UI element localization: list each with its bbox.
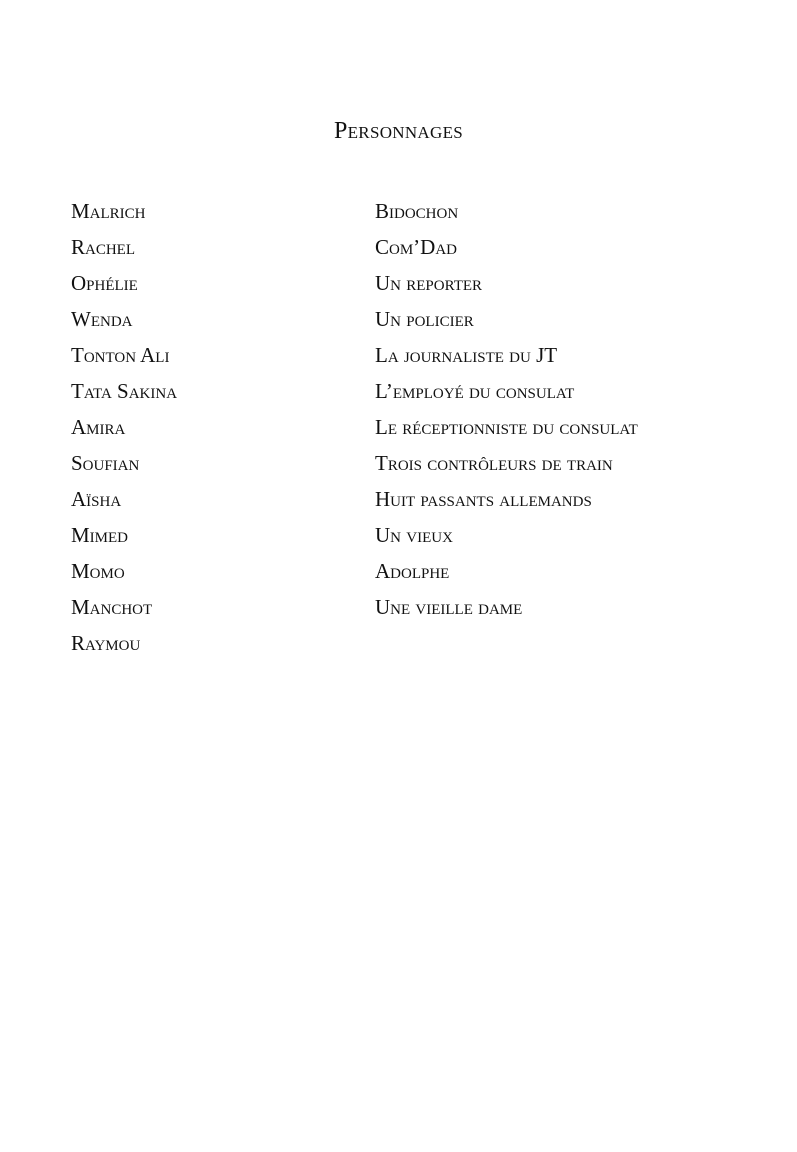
character-name: Le réceptionniste du consulat bbox=[375, 415, 638, 439]
page-title: Personnages bbox=[333, 118, 464, 144]
character-name: Mimed bbox=[71, 523, 128, 547]
character-name: Amira bbox=[71, 415, 126, 439]
character-name: Trois contrôleurs de train bbox=[375, 451, 613, 475]
character-name: Huit passants allemands bbox=[375, 487, 592, 511]
character-name: Rachel bbox=[71, 235, 136, 259]
character-name: Raymou bbox=[71, 631, 141, 655]
character-list-right bbox=[375, 197, 638, 629]
character-name: Un policier bbox=[375, 307, 474, 331]
character-name: La journaliste du JT bbox=[375, 343, 558, 367]
character-name: Ophélie bbox=[71, 271, 138, 295]
character-name: Momo bbox=[71, 559, 125, 583]
character-name: Un reporter bbox=[375, 271, 483, 295]
character-list-left bbox=[71, 197, 177, 665]
character-name: Tonton Ali bbox=[71, 343, 170, 367]
character-name: Adolphe bbox=[375, 559, 450, 583]
character-name: Tata Sakina bbox=[71, 379, 178, 403]
character-name: Un vieux bbox=[375, 523, 453, 547]
character-name: Une vieille dame bbox=[375, 595, 523, 619]
character-name: Manchot bbox=[71, 595, 153, 619]
character-name: Malrich bbox=[71, 199, 146, 223]
character-name: Wenda bbox=[71, 307, 133, 331]
character-name: Soufian bbox=[71, 451, 140, 475]
character-name: L’employé du consulat bbox=[375, 379, 575, 403]
character-name: Aïsha bbox=[71, 487, 122, 511]
character-name: Bidochon bbox=[375, 199, 459, 223]
character-name: Com’Dad bbox=[375, 235, 458, 259]
